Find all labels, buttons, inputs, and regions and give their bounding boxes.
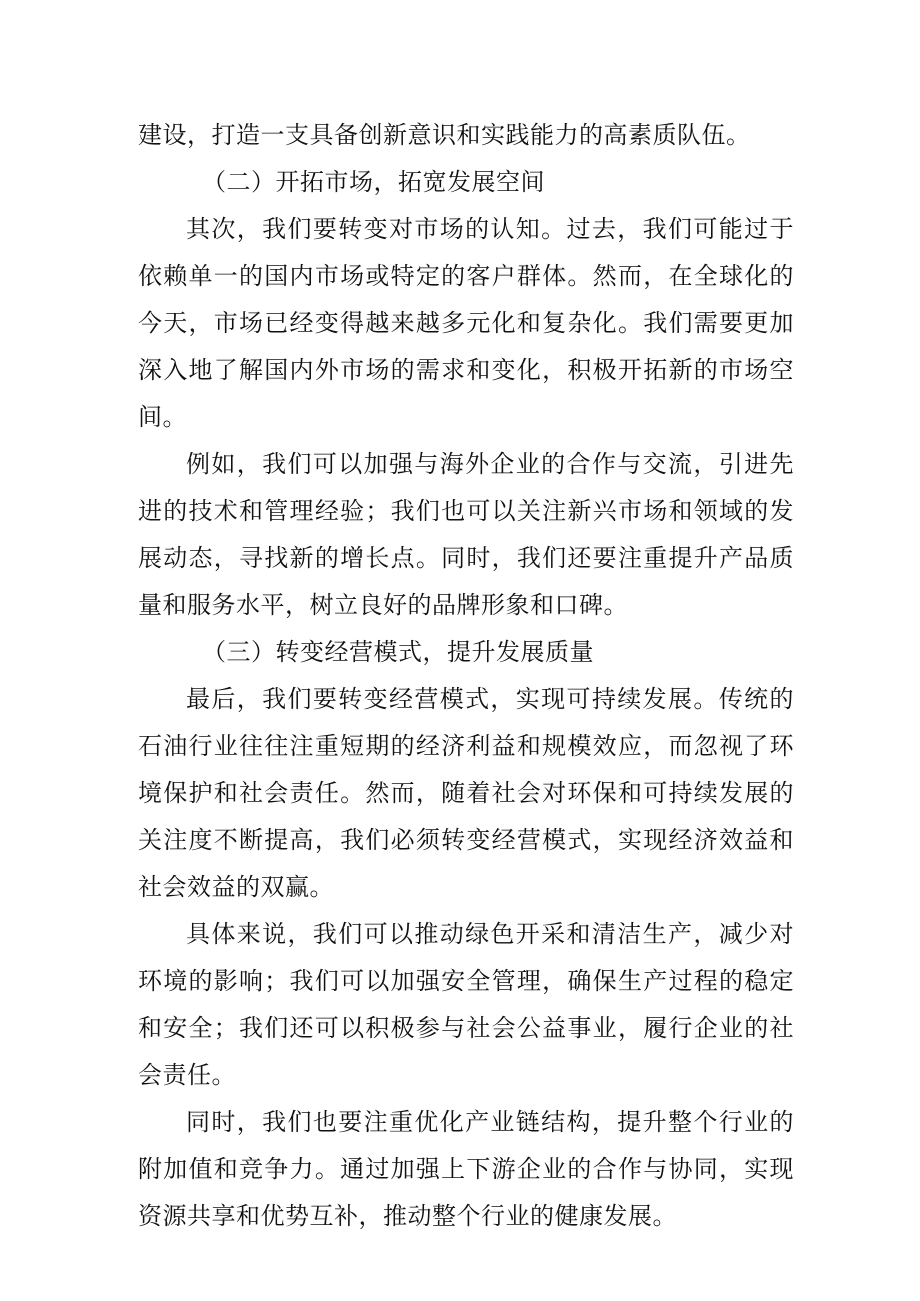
- body-paragraph-example: 例如，我们可以加强与海外企业的合作与交流，引进先进的技术和管理经验；我们也可以关注新兴市场和领域的发展动态，寻找新的增长点。同时，我们还要注重提升产品质量和服务水平，树立良好的品牌形象和口碑。: [138, 450, 794, 619]
- body-paragraph-business-model: 最后，我们要转变经营模式，实现可持续发展。传统的石油行业往往注重短期的经济利益和规模效应，而忽视了环境保护和社会责任。然而，随着社会对环保和可持续发展的关注度不断提高，我们必须转变经营模式，实现经济效益和社会效益的双赢。: [138, 685, 794, 901]
- section-heading-3: （三）转变经营模式，提升发展质量: [202, 638, 594, 666]
- continuation-paragraph: 建设，打造一支具备创新意识和实践能力的高素质队伍。: [138, 121, 751, 149]
- document-body: [138, 112, 794, 1240]
- body-paragraph-industry-chain: 同时，我们也要注重优化产业链结构，提升整个行业的附加值和竞争力。通过加强上下游企业的合作与协同，实现资源共享和优势互补，推动整个行业的健康发展。: [138, 1108, 794, 1230]
- body-paragraph-market-cognition: 其次，我们要转变对市场的认知。过去，我们可能过于依赖单一的国内市场或特定的客户群体。然而，在全球化的今天，市场已经变得越来越多元化和复杂化。我们需要更加深入地了解国内外市场的需求和变化，积极开拓新的市场空间。: [138, 215, 794, 431]
- section-heading-2: （二）开拓市场，拓宽发展空间: [202, 168, 545, 196]
- body-paragraph-specifics: 具体来说，我们可以推动绿色开采和清洁生产，减少对环境的影响；我们可以加强安全管理，确保生产过程的稳定和安全；我们还可以积极参与社会公益事业，履行企业的社会责任。: [138, 920, 794, 1089]
